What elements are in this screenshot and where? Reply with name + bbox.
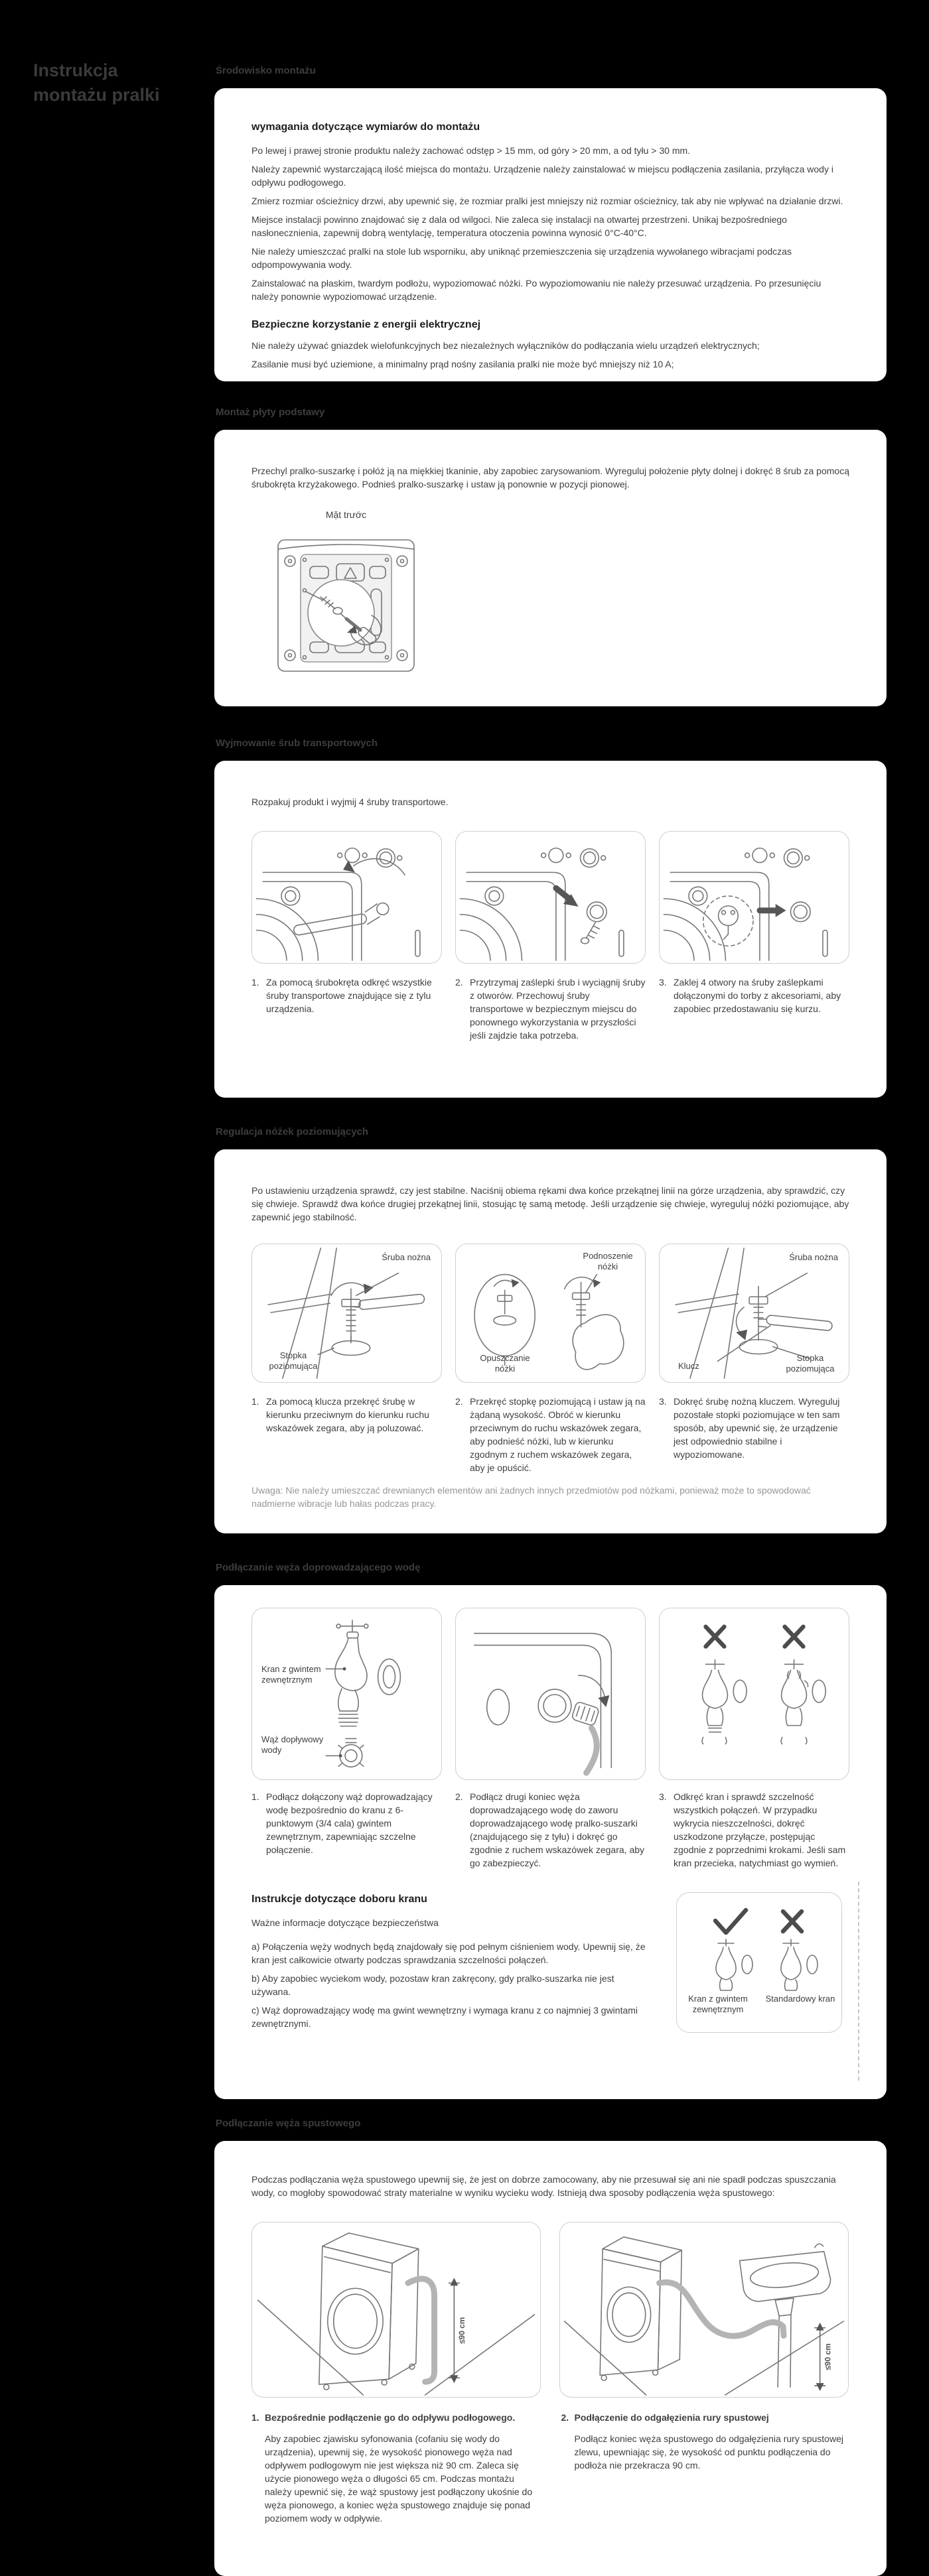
arrowhead <box>598 1695 609 1707</box>
step-text: Za pomocą klucza przekręć śrubę w kierunku przeciwnym do kierunku ruchu wskazówek zegara, aby ją poluzować. <box>266 1396 429 1433</box>
card-heading: wymagania dotyczące wymiarów do montażu <box>251 121 480 133</box>
paragraph: Przechyl pralko-suszarkę i połóż ją na miękkiej tkaninie, aby zapobiec zarysowaniom. Wyreguluj położenie płyty dolnej i dokręć 8 śrub za pomocą śrubokręta krzyżakowego. Podnieś pralko-suszarkę i ustaw ją ponownie w pozycji pionowej. <box>251 466 849 489</box>
hose-nut-icon <box>571 1701 600 1726</box>
note-text: Uwaga: Nie należy umieszczać drewnianych elementów ani żadnych innych przedmiotów pod nóżkami, ponieważ może to spowodować nadmierne wibracje lub hałas podczas pracy. <box>251 1485 811 1509</box>
section-header: Podłączanie węża spustowego <box>216 2118 361 2129</box>
figure-label: Wąż dopływowy wody <box>261 1734 324 1755</box>
standpipe-figure <box>559 2222 849 2398</box>
steps-row <box>251 976 849 1042</box>
tap-selection-section <box>251 1892 849 2035</box>
step-title <box>251 2411 540 2424</box>
inlet-valve-illustration <box>456 1608 645 1779</box>
rotation-arrow-icon <box>354 859 405 875</box>
arrowhead <box>450 2375 458 2383</box>
paragraph: Zasilanie musi być uziemione, a minimalny prąd nośny zasilania pralki nie może być mniejszy niż 10 A; <box>251 359 674 369</box>
card-subheading: Bezpieczne korzystanie z energii elektrycznej <box>251 319 481 330</box>
figure-label: Śruba nożna <box>789 1252 838 1262</box>
step-item <box>659 976 849 1042</box>
hand-icon <box>573 1315 624 1370</box>
step-text: Dokręć śrubę nożną kluczem. Wyreguluj pozostałe stopki poziomujące w ten sam sposób, aby upewnić się, że urządzenie jest odpowiednio stabilne i wypoziomowane. <box>674 1396 840 1460</box>
tighten-screw-figure <box>659 1244 849 1383</box>
rotation-arrow-icon <box>331 1283 368 1295</box>
step-number: 2. <box>455 1791 463 1802</box>
step-number: 2. <box>561 2412 569 2423</box>
section-header: Podłączanie węża doprowadzającego wodę <box>216 1562 421 1573</box>
figure-row <box>251 1608 849 1780</box>
figure-label: Opuszczanie nóżki <box>480 1353 530 1374</box>
paragraph: a) Połączenia węży wodnych będą znajdowały się pod pełnym ciśnieniem wody. Upewnij się, że kran jest całkowicie otwarty podczas sprawdzania szczelności połączeń. <box>251 1941 646 1965</box>
section-water-inlet <box>214 1561 887 2099</box>
measure-label: ≤90 cm <box>457 2317 467 2344</box>
hose-connector-icon <box>338 1738 364 1767</box>
section-installation-environment <box>214 64 887 381</box>
figure-label: Stopka poziomująca <box>786 1353 835 1374</box>
paragraph: Miejsce instalacji powinno znajdować się z dala od wilgoci. Nie zaleca się instalacji na otwartej przestrzeni. Unikaj bezpośredniego nasłonecznienia, zapewnij dobrą wentylację, temperatura otoczenia powinna wynosić 0°C-40°C. <box>251 214 787 238</box>
washer-back-cap-illustration <box>660 832 849 963</box>
loosen-screw-figure <box>251 1244 442 1383</box>
step-title-text: Bezpośrednie podłączenie go do odpływu podłogowego. <box>265 2412 516 2423</box>
water-inlet-card <box>214 1585 887 2099</box>
section-header: Wyjmowanie śrub transportowych <box>216 738 378 749</box>
arrowhead <box>816 2383 824 2391</box>
section-leveling-feet <box>214 1126 887 1533</box>
paragraph: c) Wąż doprowadzający wodę ma gwint wewnętrzny i wymaga kranu z co najmniej 3 gwintami zewnętrznymi. <box>251 2005 638 2029</box>
step-title <box>561 2411 850 2424</box>
transport-bolts-card <box>214 761 887 1098</box>
arrowhead <box>816 2323 824 2331</box>
floor-drain-figure <box>251 2222 541 2398</box>
arrowhead <box>593 1279 601 1287</box>
paragraph: b) Aby zapobiec wyciekom wody, pozostaw kran zakręcony, gdy pralko-suszarka nie jest używana. <box>251 1973 614 1997</box>
figure-label: Stopka poziomująca <box>269 1350 318 1371</box>
check-icon <box>715 1910 746 1933</box>
step-item <box>455 1395 646 1474</box>
wrench-icon <box>758 1315 833 1331</box>
step-item <box>659 1395 849 1474</box>
tap-icon <box>781 1939 818 1990</box>
screw-icon <box>581 923 600 944</box>
section-base-plate <box>214 406 887 706</box>
cap-holes-figure <box>659 831 849 964</box>
step-text: Podłącz dołączony wąż doprowadzający wodę bezpośrednio do kranu z 6-punktowym (3/4 cala) gwintem zewnętrznym, zapewniając szczelne połączenie. <box>266 1791 433 1855</box>
step-number: 1. <box>251 977 259 988</box>
valve-connect-figure <box>455 1608 646 1780</box>
tap-compare-illustration <box>677 1893 841 1992</box>
paragraph: Zainstalować na płaskim, twardym podłożu, wypoziomować nóżki. Po wypoziomowaniu nie należy przesuwać urządzenia. Po przesunięciu należy ponownie wypoziomować urządzenie. <box>251 278 822 302</box>
tap-compare-box <box>676 1892 842 2033</box>
step-number: 1. <box>251 2412 259 2423</box>
tap-labels <box>677 1994 841 2015</box>
drain-hose <box>660 2282 784 2336</box>
step-number: 3. <box>659 977 667 988</box>
step-text: Podłącz drugi koniec węża doprowadzającego wodę do zaworu doprowadzającego wodę pralko-suszarki (znajdującego się z tyłu) i dokręć go zgodnie z ruchem wskazówek zegara, aby go zabezpieczyć. <box>470 1791 645 1868</box>
environment-card <box>214 88 887 381</box>
x-mark-icon <box>785 1627 804 1647</box>
step-number: 3. <box>659 1396 667 1407</box>
step-item <box>251 2411 540 2525</box>
x-mark-icon <box>706 1627 725 1647</box>
wrench-icon <box>292 902 391 937</box>
step-item <box>455 1790 646 1870</box>
leveling-feet-card <box>214 1149 887 1533</box>
figure-label: Kran z gwintem zewnętrznym <box>261 1664 321 1685</box>
step-text: Przytrzymaj zaślepki śrub i wyciągnij śruby z otworów. Przechowuj śruby transportowe w bezpiecznym miejscu do ponownego wykorzystania w przyszłości jeśli zajdzie taka potrzeba. <box>470 977 646 1041</box>
section-header: Montaż płyty podstawy <box>216 407 325 418</box>
drain-steps <box>251 2411 849 2525</box>
step-item <box>455 976 646 1042</box>
step-text: Za pomocą śrubokręta odkręć wszystkie śruby transportowe znajdujące się z tylu urządzenia. <box>266 977 432 1014</box>
unscrew-bolt-figure <box>251 831 442 964</box>
section-drain-hose <box>214 2117 887 2576</box>
figure-caption: Mặt trước <box>325 509 367 520</box>
good-tap-label: Kran z gwintem zewnętrznym <box>688 1994 748 2014</box>
step-text: Zaklej 4 otwory na śruby zaślepkami dołączonymi do torby z akcesoriami, aby zapobiec przedostawaniu się kurzu. <box>674 977 841 1014</box>
steps-row <box>251 1395 849 1474</box>
arrowhead <box>450 2278 458 2286</box>
paragraph: Ważne informacje dotyczące bezpieczeństwa <box>251 1917 439 1928</box>
paragraph: Podczas podłączania węża spustowego upewnij się, że jest on dobrze zamocowany, aby nie przesuwał się ani nie spadł podczas spuszczania wody, co mogłoby spowodować straty materialne w wyniku wycieku wody. Istnieją dwa sposoby podłączenia węża spustowego: <box>251 2174 836 2198</box>
dashed-divider <box>858 1882 859 2081</box>
pull-bolt-figure <box>455 831 646 964</box>
wrench-icon <box>351 1294 425 1310</box>
figure-label: Śruba nożna <box>382 1252 431 1262</box>
tap-hose-figure <box>251 1608 442 1780</box>
tap-heading: Instrukcje dotyczące doboru kranu <box>251 1894 427 1905</box>
step-body: Podłącz koniec węża spustowego do odgałęzienia rury spustowej zlewu, upewniając się, że wysokość od punktu podłączenia do podłoża nie przekracza 90 cm. <box>574 2433 843 2471</box>
drain-hose-card <box>214 2141 887 2576</box>
section-transport-bolts <box>214 737 887 1098</box>
step-number: 2. <box>455 1396 463 1407</box>
steps-row <box>251 1790 849 1870</box>
washer-back-pull-illustration <box>456 832 645 963</box>
section-header: Środowisko montażu <box>216 65 316 76</box>
adjust-foot-figure <box>455 1244 646 1383</box>
tap-selection-text <box>251 1892 650 2035</box>
x-mark-icon <box>783 1911 802 1931</box>
paragraph: Nie należy umieszczać pralki na stole lub wsporniku, aby uniknąć przemieszczenia się urządzenia wywołanego wibracjami podczas odpompowywania wody. <box>251 246 792 270</box>
paragraph: Zmierz rozmiar ościeżnicy drzwi, aby upewnić się, że rozmiar pralki jest mniejszy niż rozmiar ościeżnicy, tak aby nie wpływać na działanie drzwi. <box>251 196 843 206</box>
base-plate-card <box>214 430 887 706</box>
page-title: Instrukcja montażu pralki <box>33 60 160 105</box>
paragraph: Rozpakuj produkt i wyjmij 4 śruby transportowe. <box>251 797 449 807</box>
step-item <box>251 1395 442 1474</box>
standpipe-illustration <box>560 2222 848 2397</box>
tap-icon <box>782 1659 826 1725</box>
figure-row <box>251 2222 849 2398</box>
arrowhead <box>512 1279 520 1287</box>
leak-check-figure <box>659 1608 849 1780</box>
washer-back-wrench-illustration <box>252 832 441 963</box>
figure-row <box>251 1244 849 1383</box>
bold-arrow-icon <box>556 888 579 907</box>
tap-selection-figure <box>676 1892 842 2035</box>
step-number: 1. <box>251 1396 259 1407</box>
step-body: Aby zapobiec zjawisku syfonowania (cofaniu się wody do urządzenia), upewnij się, że wysokość pionowego węża nad odpływem podłogowym nie jest większa niż 90 cm. Zaleca się użycie pionowego węża o długości 65 cm. Podczas montażu należy upewnić się, że wąż spustowy jest podłączony ukośnie do węża pionowego, a koniec węża spustowego znajduje się ponad poziomem wody w odpływie. <box>265 2433 533 2524</box>
arrowhead <box>736 1330 747 1340</box>
paragraph: Należy zapewnić wystarczającą ilość miejsca do montażu. Urządzenie należy zainstalować w miejscu podłączenia zasilania, przyłącza wody i odpływu podłogowego. <box>251 164 833 188</box>
drain-hose <box>408 2279 435 2382</box>
step-item <box>659 1790 849 1870</box>
paragraph: Nie należy używać gniazdek wielofunkcyjnych bez niezależnych wyłączników do podłączania wielu urządzeń elektrycznych; <box>251 340 760 351</box>
figure-label: Podnoszenie nóżki <box>583 1251 633 1271</box>
floor-drain-illustration <box>252 2222 540 2397</box>
measure-label: ≤90 cm <box>823 2343 833 2370</box>
step-number: 3. <box>659 1791 667 1802</box>
base-plate-figure <box>271 508 849 676</box>
step-text: Przekręć stopkę poziomującą i ustaw ją na żądaną wysokość. Obróć w kierunku przeciwnym do ruchu wskazówek zegara, aby podnieść nóżki, lub w kierunku zgodnym z ruchem wskazówek zegara, aby je opuścić. <box>470 1396 646 1473</box>
step-number: 2. <box>455 977 463 988</box>
step-item <box>251 976 442 1042</box>
inlet-hose <box>587 1728 597 1773</box>
step-text: Odkręć kran i sprawdź szczelność wszystkich połączeń. W przypadku wykrycia nieszczelności, dokręć uszkodzone przyłącze, postępując zgodnie z poprzednimi krokami. Jeśli sam kran przecieka, natychmiast go wymień. <box>674 1791 846 1868</box>
washer-bottom-illustration <box>271 525 421 676</box>
step-title-text: Podłączenie do odgałęzienia rury spustowej <box>574 2412 769 2423</box>
tap-icon <box>703 1659 747 1732</box>
step-number: 1. <box>251 1791 259 1802</box>
figure-row <box>251 831 849 964</box>
leaking-taps-illustration <box>660 1608 849 1779</box>
tap-icon <box>716 1939 752 1990</box>
bad-tap-label: Standardowy kran <box>765 1994 835 2004</box>
figure-label: Klucz <box>678 1361 699 1371</box>
paragraph: Po ustawieniu urządzenia sprawdź, czy jest stabilne. Naciśnij obiema rękami dwa końce przekątnej linii na górze urządzenia, aby sprawdzić, czy się chwieje. Sprawdź dwa końce drugiej przekątnej linii, stosując tę samą metodę. Jeśli urządzenie się chwieje, wyreguluj nóżki poziomujące, aby zapewnić jego stabilność. <box>251 1185 849 1222</box>
step-item <box>251 1790 442 1870</box>
step-item <box>561 2411 850 2525</box>
paragraph: Po lewej i prawej stronie produktu należy zachować odstęp > 15 mm, od góry > 20 mm, a od tyłu > 30 mm. <box>251 145 691 156</box>
bold-arrow-icon <box>760 904 786 917</box>
section-header: Regulacja nóżek poziomujących <box>216 1126 369 1137</box>
